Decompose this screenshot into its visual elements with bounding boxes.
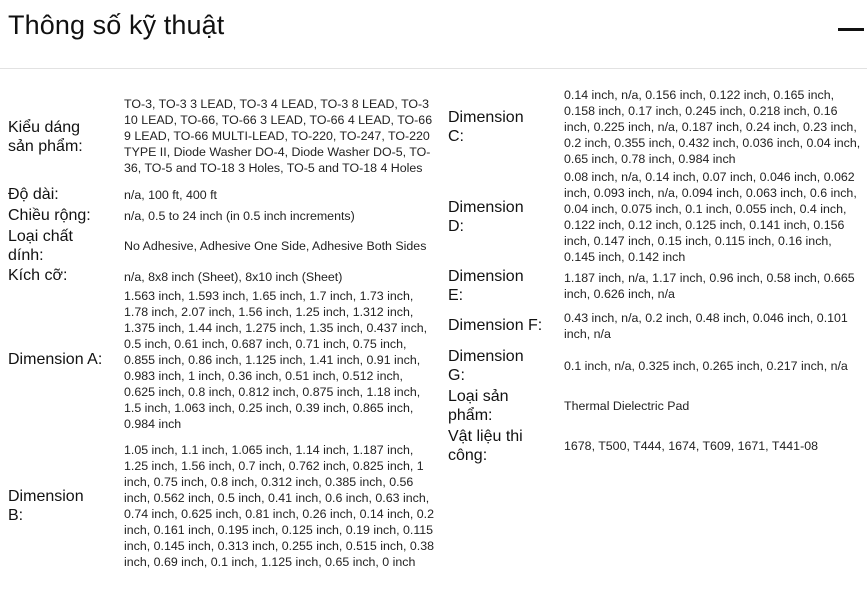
spec-label-dimension-e: Dimension E: (448, 267, 524, 304)
spec-value-dimension-g: 0.1 inch, n/a, 0.325 inch, 0.265 inch, 0.217 inch, n/a (564, 359, 848, 373)
spec-value-dimension-d: 0.08 inch, n/a, 0.14 inch, 0.07 inch, 0.046 inch, 0.062 inch, 0.093 inch, n/a, 0.094 inch, 0.063 inch, 0.6 inch, 0.04 inch, 0.075 inch, 0.1 inch, 0.055 inch, 0.4 inch, 0.122 inch, 0.12 inch, 0.125 inch, 0.141 inch, 0.156 inch, 0.147 inch, 0.15 inch, 0.115 inch, 0.16 inch, 0.145 inch, 0.142 inch (564, 170, 857, 264)
spec-value-kich-co: n/a, 8x8 inch (Sheet), 8x10 inch (Sheet) (124, 270, 343, 284)
spec-label-loai-san-pham: Loại sản phẩm: (448, 387, 509, 424)
spec-value-dimension-b: 1.05 inch, 1.1 inch, 1.065 inch, 1.14 inch, 1.187 inch, 1.25 inch, 1.56 inch, 0.7 inch, 0.762 inch, 0.825 inch, 1 inch, 0.75 inch, 0.8 inch, 0.312 inch, 0.385 inch, 0.56 inch, 0.562 inch, 0.5 inch, 0.41 inch, 0.6 inch, 0.63 inch, 0.74 inch, 0.625 inch, 0.81 inch, 0.26 inch, 0.14 inch, 0.2 inch, 0.161 inch, 0.195 inch, 0.125 inch, 0.19 inch, 0.115 inch, 0.145 inch, 0.313 inch, 0.255 inch, 0.515 inch, 0.38 inch, 0.69 inch, 0.1 inch, 1.125 inch, 0.65 inch, 0 inch (124, 443, 434, 569)
section-header (0, 0, 867, 68)
spec-label-chieu-rong: Chiều rộng: (8, 207, 91, 225)
spec-value-chieu-rong: n/a, 0.5 to 24 inch (in 0.5 inch increments) (124, 209, 355, 223)
spec-label-dimension-f: Dimension F: (448, 317, 543, 335)
spec-value-dimension-e: 1.187 inch, n/a, 1.17 inch, 0.96 inch, 0.58 inch, 0.665 inch, 0.626 inch, n/a (564, 271, 855, 301)
spec-value-dimension-a: 1.563 inch, 1.593 inch, 1.65 inch, 1.7 inch, 1.73 inch, 1.78 inch, 2.07 inch, 1.56 inch, 1.25 inch, 1.312 inch, 1.375 inch, 1.44 inch, 1.275 inch, 1.35 inch, 0.437 inch, 0.5 inch, 0.61 inch, 0.687 inch, 0.71 inch, 0.75 inch, 0.855 inch, 0.86 inch, 1.125 inch, 1.41 inch, 0.91 inch, 0.983 inch, 1 inch, 0.36 inch, 0.51 inch, 0.512 inch, 0.625 inch, 0.8 inch, 0.812 inch, 0.875 inch, 1.18 inch, 1.5 inch, 1.063 inch, 0.25 inch, 0.39 inch, 0.865 inch, 0.984 inch (124, 289, 428, 431)
spec-label-do-dai: Độ dài: (8, 186, 59, 204)
spec-value-loai-san-pham: Thermal Dielectric Pad (564, 399, 690, 413)
spec-label-dimension-a: Dimension A: (8, 351, 103, 369)
minus-icon[interactable] (838, 28, 864, 31)
section-title: Thông số kỹ thuật (8, 10, 225, 40)
header-divider (0, 68, 867, 69)
spec-value-dimension-f: 0.43 inch, n/a, 0.2 inch, 0.48 inch, 0.046 inch, 0.101 inch, n/a (564, 311, 848, 341)
spec-value-do-dai: n/a, 100 ft, 400 ft (124, 188, 217, 202)
spec-label-vat-lieu-thi-cong: Vật liệu thi công: (448, 427, 523, 464)
spec-value-dimension-c: 0.14 inch, n/a, 0.156 inch, 0.122 inch, 0.165 inch, 0.158 inch, 0.17 inch, 0.245 inch, 0.218 inch, 0.16 inch, 0.225 inch, n/a, 0.187 inch, 0.24 inch, 0.23 inch, 0.2 inch, 0.355 inch, 0.432 inch, 0.036 inch, 0.04 inch, 0.65 inch, 0.78 inch, 0.984 inch (564, 88, 861, 166)
spec-label-dimension-d: Dimension D: (448, 198, 524, 235)
spec-value-loai-chat-dinh: No Adhesive, Adhesive One Side, Adhesive Both Sides (124, 239, 427, 253)
spec-label-dimension-b: Dimension B: (8, 487, 84, 524)
spec-label-kieu-dang: Kiểu dáng sản phẩm: (8, 118, 83, 155)
spec-label-dimension-c: Dimension C: (448, 108, 524, 145)
spec-label-loai-chat-dinh: Loại chất dính: (8, 227, 73, 264)
spec-value-vat-lieu-thi-cong: 1678, T500, T444, 1674, T609, 1671, T441-08 (564, 439, 818, 453)
spec-value-kieu-dang: TO-3, TO-3 3 LEAD, TO-3 4 LEAD, TO-3 8 LEAD, TO-3 10 LEAD, TO-66, TO-66 3 LEAD, TO-66 4 LEAD, TO-66 9 LEAD, TO-66 MULTI-LEAD, TO-220, TO-247, TO-220 TYPE II, Diode Washer DO-4, Diode Washer DO-5, TO-36, TO-5 and TO-18 3 Holes, TO-5 and TO-18 4 Holes (124, 97, 433, 175)
spec-label-dimension-g: Dimension G: (448, 347, 524, 384)
spec-label-kich-co: Kích cỡ: (8, 267, 68, 285)
